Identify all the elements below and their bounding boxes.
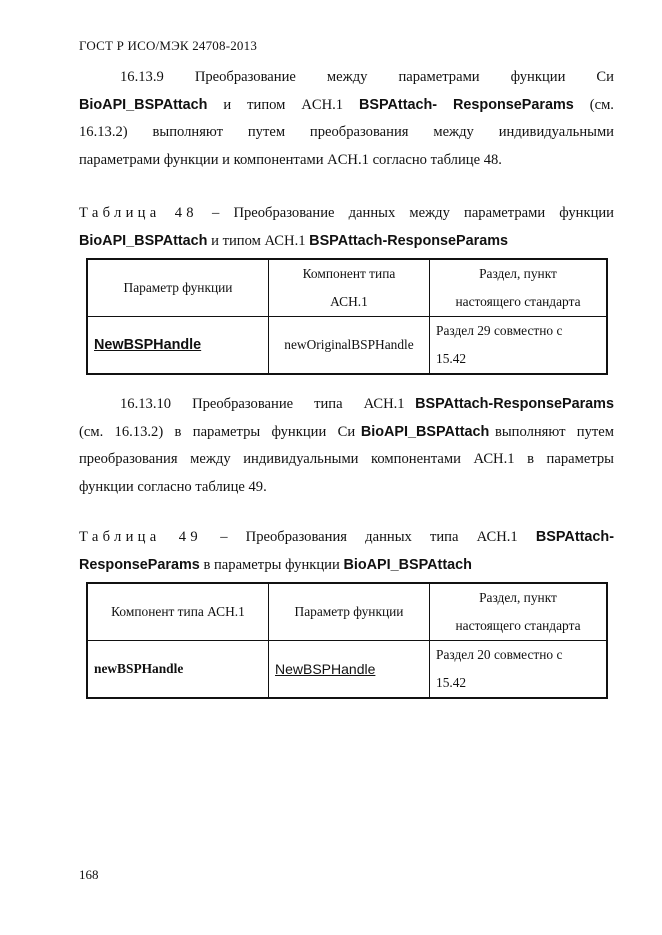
word: между: [433, 124, 474, 140]
word: между: [326, 69, 368, 85]
code-term: ResponseParams: [79, 556, 200, 573]
table-48-caption: [79, 200, 614, 255]
table-header-row: [87, 583, 607, 641]
code-term: BioAPI_BSPAttach: [79, 96, 208, 113]
caption-number: 49: [178, 529, 202, 545]
code-term: ResponseParams: [453, 96, 574, 113]
word: ACH.1: [301, 96, 344, 113]
table-49-caption: [79, 524, 614, 579]
table-header-row: [87, 259, 607, 317]
code-term: BioAPI_BSPAttach: [343, 556, 472, 573]
caption-text: – Преобразования данных типа АСН.1: [220, 529, 518, 545]
table-49: [86, 582, 608, 699]
word: преобразования: [309, 124, 409, 140]
word: типом: [247, 96, 286, 113]
code-term: BSPAttach-ResponseParams: [415, 396, 614, 412]
text: (см. 16.13.2) в параметры функции Си: [79, 423, 356, 440]
header-cell: Параметр функции: [269, 583, 430, 641]
header-cell: Раздел, пункт настоящего стандарта: [430, 259, 608, 317]
table-row: [87, 317, 607, 375]
table-row: [87, 641, 607, 699]
table-48: [86, 258, 608, 375]
page-header: ГОСТ Р ИСО/МЭК 24708-2013: [79, 38, 258, 53]
caption-text: – Преобразование данных между параметрами функции: [212, 205, 614, 221]
header-cell: Компонент типа АСН.1: [269, 259, 430, 317]
code-term: BioAPI_BSPAttach: [79, 232, 208, 249]
code-term: BSPAttach-ResponseParams: [309, 232, 509, 249]
code-term: BSPAttach-: [359, 96, 438, 113]
text: 16.13.10 Преобразование типа АСН.1: [120, 396, 405, 412]
word: путем: [247, 124, 286, 140]
text: выполняют путем: [494, 423, 614, 440]
word: и: [223, 96, 232, 113]
cell: Раздел 20 совместно с 15.42: [430, 641, 608, 699]
cell: newBSPHandle: [87, 641, 269, 699]
cell: NewBSPHandle: [269, 641, 430, 699]
page-number: 168: [79, 867, 99, 882]
header-cell: Параметр функции: [87, 259, 269, 317]
word: параметрами: [398, 69, 480, 85]
caption-text: в параметры функции: [203, 556, 340, 573]
text-line: функции согласно таблице 49.: [79, 478, 267, 495]
cell: NewBSPHandle: [87, 317, 269, 375]
cell: newOriginalBSPHandle: [269, 317, 430, 375]
caption-label: Таблица: [79, 205, 161, 221]
word: (см.: [589, 96, 614, 113]
word: выполняют: [152, 124, 224, 140]
caption-number: 48: [174, 205, 198, 221]
word: функции: [510, 69, 566, 85]
word: индивидуальными: [498, 124, 614, 140]
word: Преобразование: [194, 69, 296, 85]
header-cell: Компонент типа АСН.1: [87, 583, 269, 641]
header-cell: Раздел, пункт настоящего стандарта: [430, 583, 608, 641]
word: 16.13.9: [120, 69, 164, 85]
paragraph-16-13-10: [79, 391, 614, 501]
text-line: параметрами функции и компонентами ACH.1 согласно таблице 48.: [79, 151, 502, 168]
paragraph-16-13-9: [79, 64, 614, 174]
word: Си: [596, 69, 614, 85]
code-term: BioAPI_BSPAttach: [360, 423, 490, 440]
word: 16.13.2): [79, 124, 128, 140]
caption-text: и типом АСН.1: [211, 232, 306, 249]
caption-label: Таблица: [79, 529, 161, 545]
cell: Раздел 29 совместно с 15.42: [430, 317, 608, 375]
code-term: BSPAttach-: [535, 529, 614, 545]
text-line: преобразования между индивидуальными компонентами АСН.1 в параметры: [79, 451, 614, 467]
